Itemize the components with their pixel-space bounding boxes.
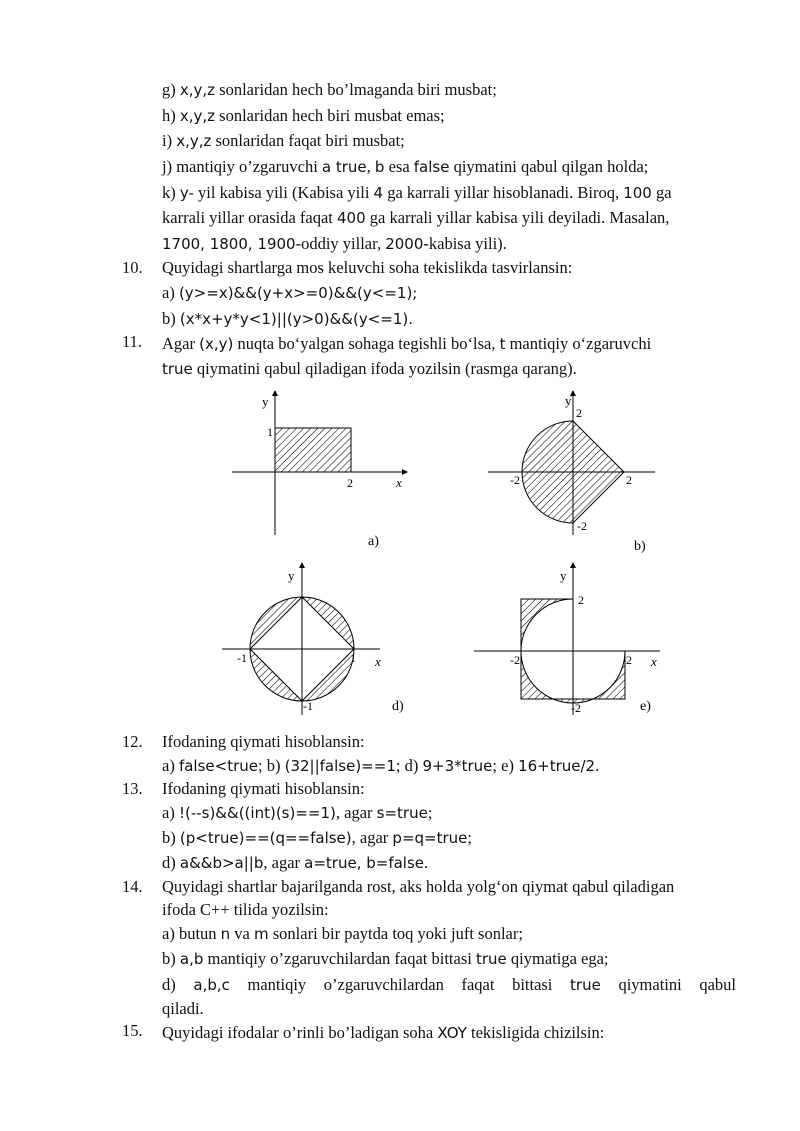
figure-e-tick-right: 2 xyxy=(626,653,632,667)
figure-e-caption: e) xyxy=(640,699,651,714)
item-k-line3: 1700, 1800, 1900-oddiy yillar, 2000-kabisa yili). xyxy=(162,234,507,253)
problem-12-items: a) false<true; b) (32||false)==1; d) 9+3*true; e) 16+true/2. xyxy=(162,756,600,775)
item-k-line1: k) y- yil kabisa yili (Kabisa yili 4 ga karrali yillar hisoblanadi. Biroq, 100 ga xyxy=(162,183,672,202)
item-k-line2: karrali yillar orasida faqat 400 ga karrali yillar kabisa yili deyiladi. Masalan, xyxy=(162,208,670,227)
problem-10-b: b) (x*x+y*y<1)||(y>0)&&(y<=1). xyxy=(162,309,413,328)
figure-a-tick-2: 2 xyxy=(347,476,353,490)
figure-a-caption: a) xyxy=(368,534,379,549)
item-h: h) x,y,z sonlaridan hech biri musbat emas; xyxy=(162,106,445,125)
figure-a xyxy=(232,393,405,549)
problem-15-title: Quyidagi ifodalar o’rinli bo’ladigan soha XOY tekisligida chizilsin: xyxy=(162,1023,605,1042)
figure-d-tick-right: 1 xyxy=(350,651,356,665)
figure-e-tick-bottom: -2 xyxy=(571,701,581,715)
item-g: g) x,y,z sonlaridan hech bo’lmaganda biri musbat; xyxy=(162,80,497,99)
figure-e-y-label: y xyxy=(560,568,567,583)
figure-d-caption: d) xyxy=(392,699,404,714)
figure-d xyxy=(222,565,404,715)
figure-d-x-label: x xyxy=(375,654,381,669)
figure-b-caption: b) xyxy=(634,539,646,554)
problem-11-number: 11. xyxy=(122,332,143,351)
problem-13-b: b) (p<true)==(q==false), agar p=q=true; xyxy=(162,828,472,847)
figure-b-tick-top: 2 xyxy=(576,406,582,420)
figure-b-tick-bottom: -2 xyxy=(577,519,587,533)
figures-panel xyxy=(0,385,800,725)
figure-b xyxy=(488,393,655,554)
figure-a-x-label: x xyxy=(396,475,402,490)
figure-d-tick-bottom: -1 xyxy=(303,699,313,713)
figure-e-region-top xyxy=(521,599,573,651)
problem-13-title: Ifodaning qiymati hisoblansin: xyxy=(162,779,365,798)
problem-14-title-line2: ifoda C++ tilida yozilsin: xyxy=(162,900,329,919)
figure-e-x-label: x xyxy=(651,654,657,669)
figure-a-tick-1: 1 xyxy=(267,425,273,439)
problem-14-a: a) butun n va m sonlari bir paytda toq yoki juft sonlar; xyxy=(162,924,523,943)
figure-b-tick-right: 2 xyxy=(626,473,632,487)
problem-14-title-line1: Quyidagi shartlar bajarilganda rost, aks holda yolg‘on qiymat qabul qiladigan xyxy=(162,877,675,896)
figure-b-tick-left: -2 xyxy=(510,473,520,487)
problem-14-c-line2: qiladi. xyxy=(162,999,204,1018)
problem-11-line1: Agar (x,y) nuqta bo‘yalgan sohaga tegishli bo‘lsa, t mantiqiy o‘zgaruvchi xyxy=(162,334,652,353)
problem-13-a: a) !(--s)&&((int)(s)==1), agar s=true; xyxy=(162,803,433,822)
problem-12-number: 12. xyxy=(122,732,143,751)
problem-10-title: Quyidagi shartlarga mos keluvchi soha tekislikda tasvirlansin: xyxy=(162,258,573,277)
figure-d-y-label: y xyxy=(288,568,295,583)
figure-d-tick-left: -1 xyxy=(237,651,247,665)
figure-a-y-label: y xyxy=(262,394,269,409)
figure-e-tick-top: 2 xyxy=(578,593,584,607)
problem-10-number: 10. xyxy=(122,258,143,277)
problem-15-number: 15. xyxy=(122,1021,143,1040)
figure-b-y-label: y xyxy=(565,393,572,408)
problem-12-title: Ifodaning qiymati hisoblansin: xyxy=(162,732,365,751)
problem-13-number: 13. xyxy=(122,779,143,798)
figure-a-region xyxy=(275,428,351,472)
item-i: i) x,y,z sonlaridan faqat biri musbat; xyxy=(162,131,405,150)
figure-e-tick-left: -2 xyxy=(510,653,520,667)
problem-14-c: d) a,b,c mantiqiy o’zgaruvchilardan faqat bittasi true qiymatini qabul xyxy=(162,975,736,994)
problem-13-d: d) a&&b>a||b, agar a=true, b=false. xyxy=(162,853,429,872)
problem-10-a: a) (y>=x)&&(y+x>=0)&&(y<=1); xyxy=(162,283,418,302)
item-j: j) mantiqiy o’zgaruvchi a true, b esa false qiymatini qabul qilgan holda; xyxy=(162,157,649,176)
problem-14-number: 14. xyxy=(122,877,143,896)
figure-e xyxy=(474,565,660,715)
problem-11-line2: true qiymatini qabul qiladigan ifoda yozilsin (rasmga qarang). xyxy=(162,359,577,378)
problem-14-b: b) a,b mantiqiy o’zgaruvchilardan faqat bittasi true qiymatiga ega; xyxy=(162,949,609,968)
